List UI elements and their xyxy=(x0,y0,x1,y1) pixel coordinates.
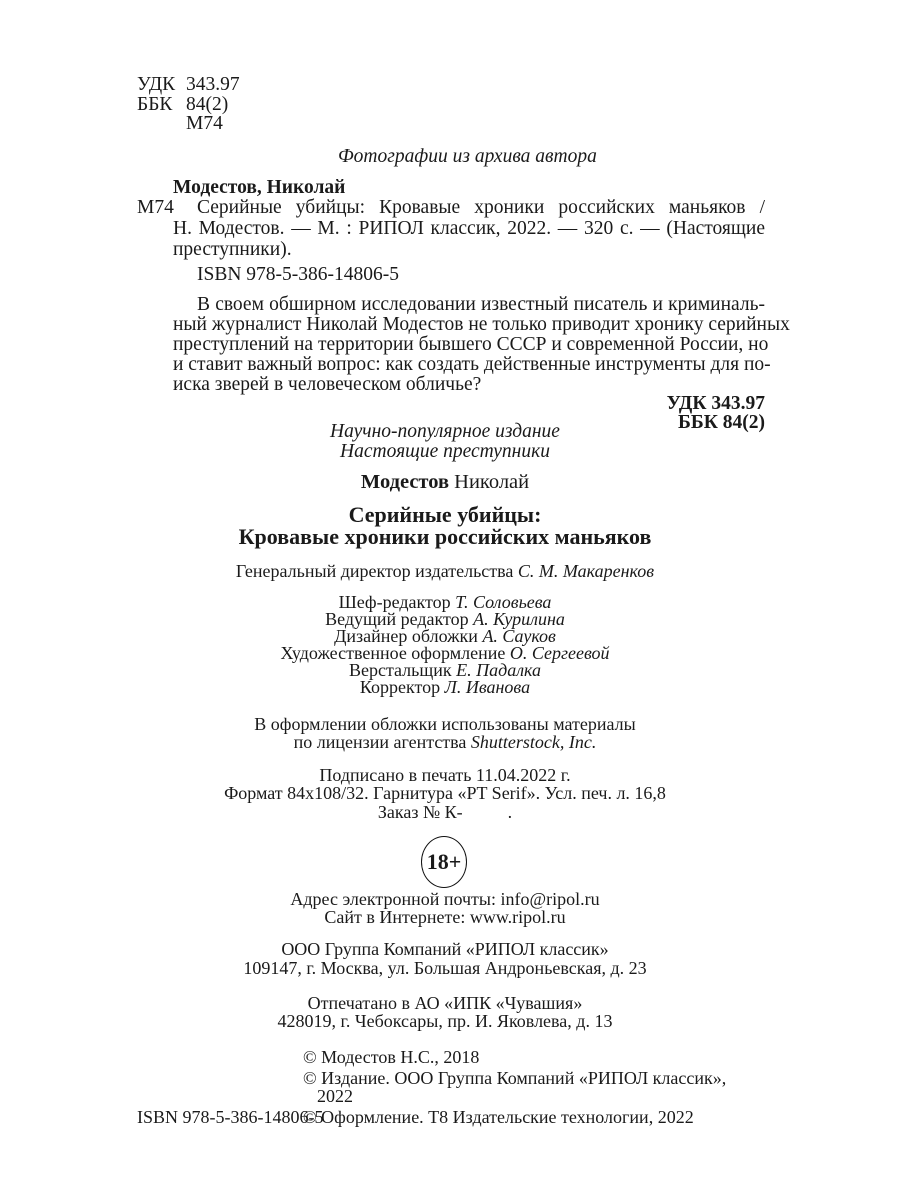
order-number: Заказ № К- . xyxy=(377,802,513,822)
author-line xyxy=(0,471,890,493)
author-surname: Модестов xyxy=(360,471,450,493)
author-heading: Модестов, Николай xyxy=(173,177,346,198)
bbk-label: ББК xyxy=(137,94,173,115)
title-line-2: Кровавые хроники российских маньяков xyxy=(238,524,652,549)
title-line-1: Серийные убийцы: xyxy=(348,502,542,527)
credit-name: А. Сауков xyxy=(482,626,556,646)
director-line xyxy=(0,560,890,582)
photo-credit: Фотографии из архива автора xyxy=(338,146,597,167)
isbn: ISBN 978-5-386-14806-5 xyxy=(197,264,400,285)
copyright-line: © Модестов Н.С., 2018 xyxy=(303,1047,480,1067)
credit-name: Л. Иванова xyxy=(444,677,531,697)
bib-line: Серийные убийцы: Кровавые хроники российских маньяков / xyxy=(197,197,765,218)
bib-line: преступники). xyxy=(173,239,292,260)
contact-site: Сайт в Интернете: www.ripol.ru xyxy=(324,907,566,927)
footer-isbn: ISBN 978-5-386-14806-5 xyxy=(137,1107,324,1127)
annotation-line: преступлений на территории бывшего СССР и современной России, но xyxy=(173,334,769,355)
publisher-name: ООО Группа Компаний «РИПОЛ классик» xyxy=(281,939,609,959)
series-name: Настоящие преступники xyxy=(340,441,550,462)
signed-date: Подписано в печать 11.04.2022 г. xyxy=(319,765,571,785)
director-name: С. М. Макаренков xyxy=(517,561,655,581)
annotation-line: В своем обширном исследовании известный писатель и криминаль- xyxy=(197,294,765,315)
bbk-code: 84(2) xyxy=(186,94,229,115)
bib-line: Н. Модестов. — М. : РИПОЛ классик, 2022. — 320 с. — (Настоящие xyxy=(173,218,765,239)
credit-role: Художественное оформление xyxy=(280,643,506,663)
credits xyxy=(0,594,890,696)
copyright-line: © Издание. ООО Группа Компаний «РИПОЛ классик», xyxy=(303,1068,727,1088)
cover-note-line-2 xyxy=(0,731,890,753)
bib-author-mark: М74 xyxy=(137,197,174,218)
credit-name: Т. Соловьева xyxy=(455,592,552,612)
credit-line xyxy=(0,679,890,696)
author-mark: М74 xyxy=(186,113,223,134)
printer-name: Отпечатано в АО «ИПК «Чувашия» xyxy=(307,993,583,1013)
edition-type: Научно-популярное издание xyxy=(330,421,560,442)
credit-name: О. Сергеевой xyxy=(509,643,610,663)
bbk-right: ББК 84(2) xyxy=(677,412,765,433)
cover-note-line-1: В оформлении обложки использованы материалы xyxy=(254,714,636,734)
director-role: Генеральный директор издательства xyxy=(235,561,514,581)
annotation-line: ный журналист Николай Модестов не только приводит хронику серийных xyxy=(173,314,790,335)
copyright-line: 2022 xyxy=(317,1086,353,1106)
agency-name: Shutterstock, Inc. xyxy=(470,732,597,752)
printer-address: 428019, г. Чебоксары, пр. И. Яковлева, д. 13 xyxy=(277,1011,613,1031)
print-format: Формат 84x108/32. Гарнитура «PT Serif». Усл. печ. л. 16,8 xyxy=(224,783,666,803)
credit-role: Шеф-редактор xyxy=(338,592,451,612)
credit-role: Ведущий редактор xyxy=(325,609,469,629)
annotation-line: и ставит важный вопрос: как создать действенные инструменты для по- xyxy=(173,354,771,375)
udk-right: УДК 343.97 xyxy=(666,393,765,414)
contact-email: Адрес электронной почты: info@ripol.ru xyxy=(290,889,600,909)
age-rating-badge: 18+ xyxy=(421,836,467,888)
annotation-line: иска зверей в человеческом обличье? xyxy=(173,374,482,395)
credit-role: Дизайнер обложки xyxy=(334,626,478,646)
publisher-address: 109147, г. Москва, ул. Большая Андроньевская, д. 23 xyxy=(243,958,647,978)
copyright-line: © Оформление. Т8 Издательские технологии, 2022 xyxy=(303,1107,694,1127)
credit-role: Корректор xyxy=(359,677,441,697)
udk-code: 343.97 xyxy=(186,74,240,95)
credit-name: Е. Падалка xyxy=(456,660,542,680)
author-name: Николай xyxy=(454,471,530,493)
udk-label: УДК xyxy=(137,74,176,95)
cover-note-prefix: по лицензии агентства xyxy=(293,732,467,752)
credit-name: А. Курилина xyxy=(473,609,565,629)
credit-role: Верстальщик xyxy=(348,660,452,680)
